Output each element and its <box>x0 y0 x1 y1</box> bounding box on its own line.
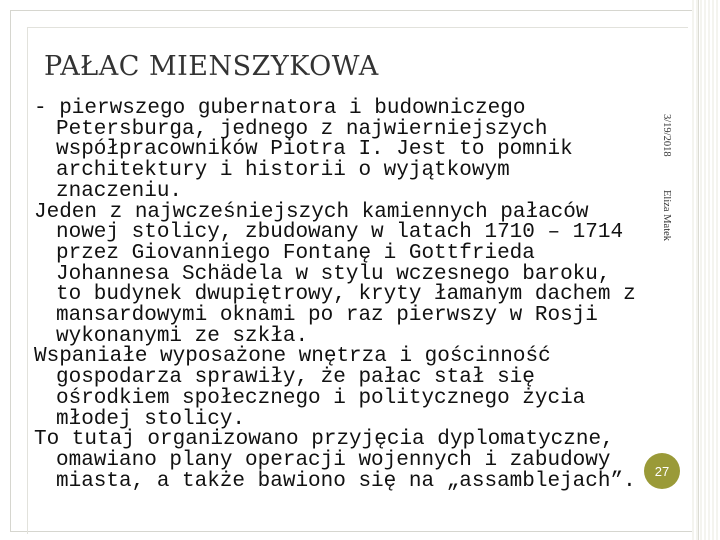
page-number-badge: 27 <box>644 453 680 489</box>
slide-body <box>34 99 646 492</box>
body-paragraph: Jeden z najwcześniejszych kamiennych pałaców nowej stolicy, zbudowany w latach 1710 – 1714 przez Giovanniego Fontanę i Gottfrieda Johannesa Schädela w stylu wczesnego baroku, to budynek dwupiętrowy, kryty łamanym dachem z mansardowymi oknami po raz pierwszy w Rosji wykonanymi ze szkła. <box>34 200 636 348</box>
body-paragraph: Wspaniałe wyposażone wnętrza i gościnność gospodarza sprawiły, że pałac stał się ośrodkiem społecznego i politycznego życia młodej stolicy. <box>34 345 586 431</box>
slide-title: PAŁAC MIENSZYKOWA <box>44 51 379 82</box>
body-paragraph: To tutaj organizowano przyjęcia dyplomatyczne, omawiano plany operacji wojennych i zabudowy miasta, a także bawiono się na „assamblejach”. <box>34 428 636 493</box>
decorative-line <box>698 0 699 540</box>
slide-author: Eliza Matek <box>661 190 672 242</box>
slide-date: 3/19/2018 <box>661 114 672 157</box>
decorative-stripe <box>692 0 720 540</box>
body-paragraph: - pierwszego gubernatora i budowniczego Petersburga, jednego z najwierniejszych współpracowników Piotra I. Jest to pomnik architektury i historii o wyjątkowym znaczeniu. <box>34 97 573 203</box>
slide-footer-vertical <box>661 92 679 262</box>
